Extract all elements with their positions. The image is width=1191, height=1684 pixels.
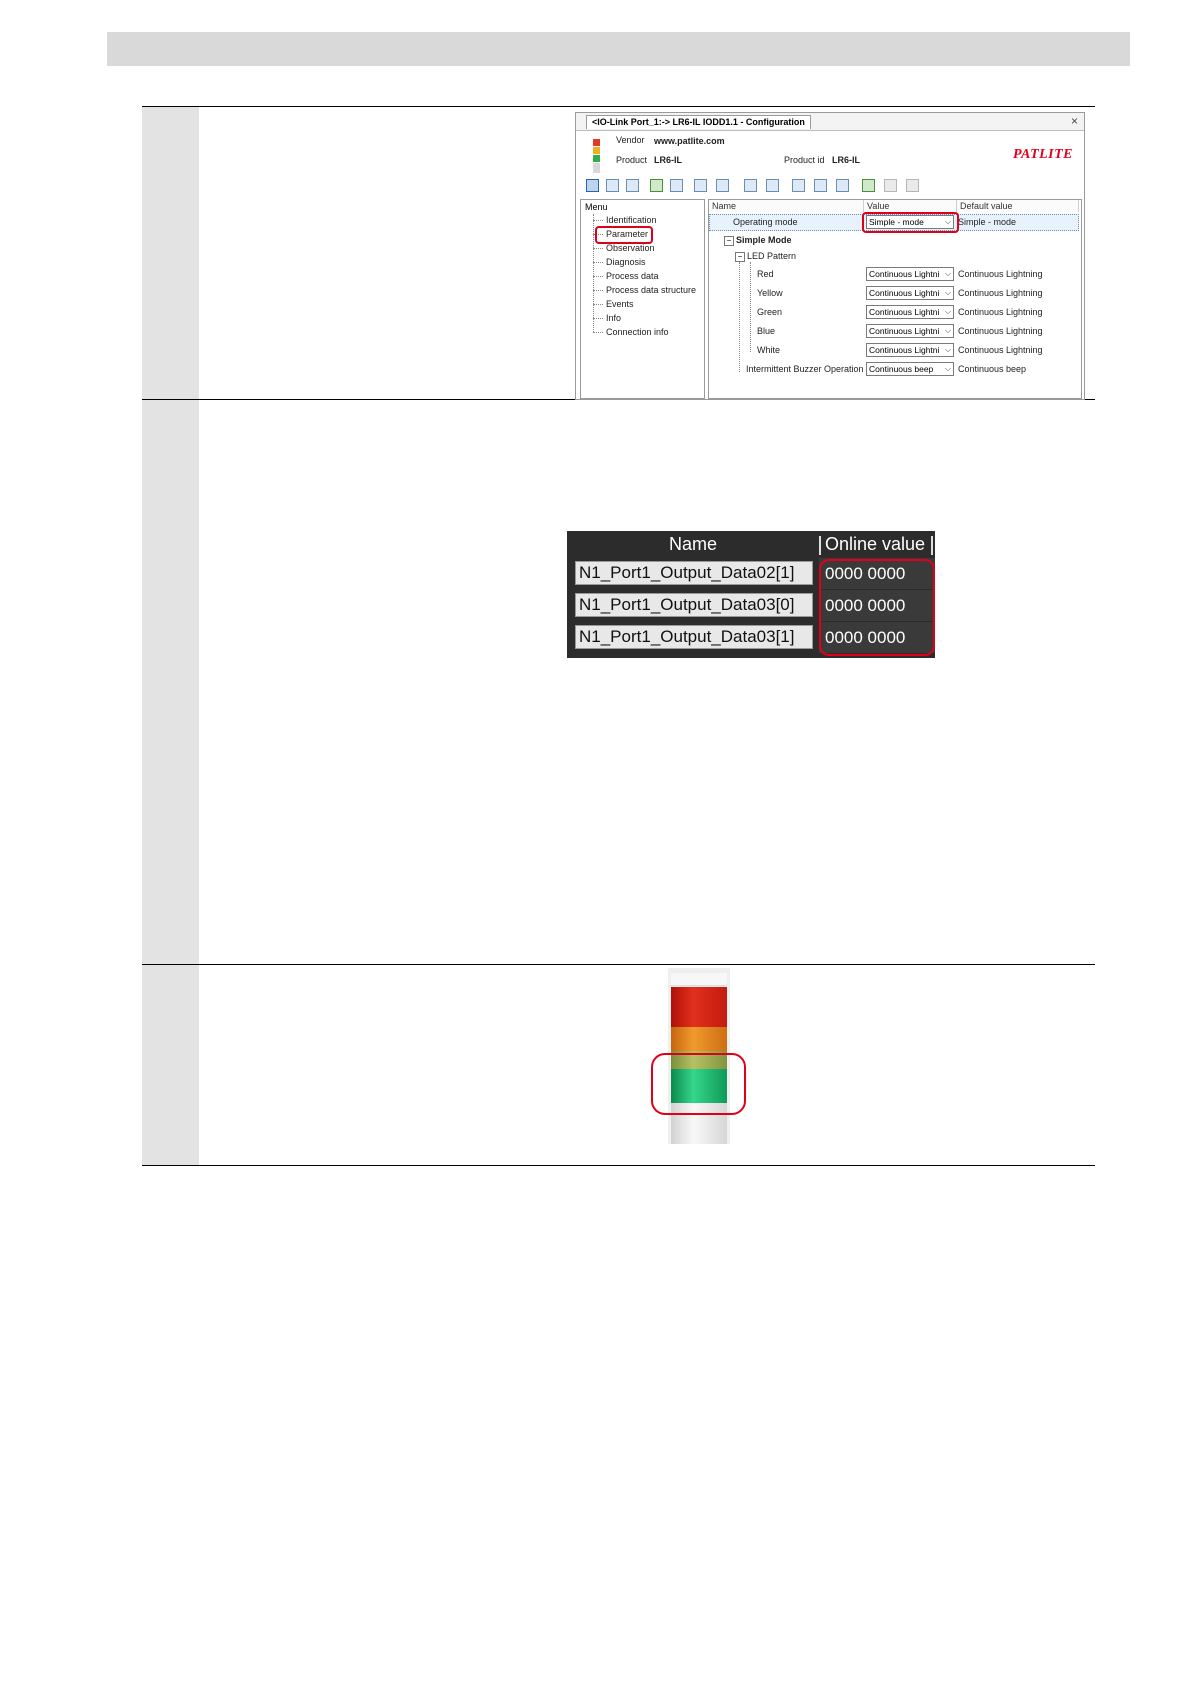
led-yellow-default: Continuous Lightning [958, 288, 1043, 298]
step-cell-2 [142, 400, 199, 964]
variable-name[interactable]: N1_Port1_Output_Data03[0] [575, 593, 813, 617]
buzzer-default: Continuous beep [958, 364, 1027, 374]
report-icon[interactable] [836, 179, 849, 192]
write-icon[interactable] [670, 179, 683, 192]
column-header-value[interactable]: Value [864, 200, 957, 212]
configuration-tab[interactable]: <IO-Link Port_1:-> LR6-IL IODD1.1 - Configuration [586, 115, 811, 129]
operating-mode-highlight [862, 212, 959, 233]
led-red-default: Continuous Lightning [958, 269, 1043, 279]
menu-connector [593, 220, 603, 221]
layout-split-icon[interactable] [606, 179, 619, 192]
iolink-configuration-window [575, 112, 1085, 400]
buzzer-select[interactable] [866, 362, 954, 376]
chevron-down-icon: ⌵ [944, 364, 951, 373]
tower-red-tier [671, 987, 727, 1027]
menu-item-info[interactable]: Info [606, 313, 622, 323]
chevron-down-icon: ⌵ [944, 345, 951, 354]
collapse-icon[interactable]: − [735, 252, 745, 262]
column-separator [819, 536, 821, 555]
select-value: Continuous Lightni [869, 326, 940, 336]
import-icon[interactable] [744, 179, 757, 192]
led-row-green-name: Green [757, 307, 783, 317]
upload-icon[interactable] [694, 179, 707, 192]
select-value: Continuous beep [869, 364, 934, 374]
led-blue-default: Continuous Lightning [958, 326, 1043, 336]
window-titlebar [576, 113, 1084, 131]
chevron-down-icon: ⌵ [944, 326, 951, 335]
product-label: Product [616, 155, 648, 165]
tower-orange-tier [671, 1027, 727, 1051]
menu-item-events[interactable]: Events [606, 299, 634, 309]
led-row-blue-name: Blue [757, 326, 776, 336]
export-icon[interactable] [766, 179, 779, 192]
chevron-down-icon: ⌵ [944, 217, 951, 226]
select-value: Continuous Lightni [869, 307, 940, 317]
led-yellow-select[interactable] [866, 286, 954, 300]
delete-icon [884, 179, 897, 192]
table-bottom-border [142, 1165, 1095, 1166]
menu-connector [593, 248, 603, 249]
column-header-name: Name [668, 534, 717, 554]
tree-line [739, 262, 740, 372]
led-green-default: Continuous Lightning [958, 307, 1043, 317]
chevron-down-icon: ⌵ [944, 307, 951, 316]
parameter-grid [708, 199, 1082, 399]
group-simple-mode: Simple Mode [736, 235, 792, 245]
menu-tree-line [593, 214, 594, 332]
column-separator [931, 536, 933, 555]
layout-panel-icon[interactable] [626, 179, 639, 192]
green-tier-highlight [651, 1053, 746, 1115]
chevron-down-icon: ⌵ [944, 288, 951, 297]
variable-name[interactable]: N1_Port1_Output_Data03[1] [575, 625, 813, 649]
menu-panel [580, 199, 705, 399]
select-value: Simple - mode [869, 217, 924, 227]
column-header-online-value: Online value [825, 534, 926, 554]
column-header-name[interactable]: Name [709, 200, 864, 212]
buzzer-name: Intermittent Buzzer Operation [746, 364, 864, 374]
toolbar [584, 177, 1079, 195]
group-led-pattern: LED Pattern [747, 251, 797, 261]
online-value[interactable]: 0000 0000 [825, 596, 906, 615]
patlite-logo: PATLITE [1013, 147, 1074, 162]
restore-icon[interactable] [814, 179, 827, 192]
chevron-down-icon: ⌵ [944, 269, 951, 278]
collapse-icon[interactable]: − [724, 236, 734, 246]
led-white-select[interactable] [866, 343, 954, 357]
menu-connector [593, 304, 603, 305]
lock-icon [906, 179, 919, 192]
select-value: Continuous Lightni [869, 288, 940, 298]
signal-tower-icon [593, 139, 600, 173]
menu-connector [593, 332, 603, 333]
table-top-border [142, 106, 1095, 107]
select-value: Continuous Lightni [869, 345, 940, 355]
menu-connector [593, 276, 603, 277]
param-name-operating-mode: Operating mode [733, 217, 798, 227]
variable-name[interactable]: N1_Port1_Output_Data02[1] [575, 561, 813, 585]
led-white-default: Continuous Lightning [958, 345, 1043, 355]
section-header-band [107, 32, 1130, 66]
menu-item-observation[interactable]: Observation [606, 243, 655, 253]
menu-item-connection-info[interactable]: Connection info [606, 327, 669, 337]
download-icon[interactable] [716, 179, 729, 192]
step-cell-1 [142, 107, 199, 399]
led-row-yellow-name: Yellow [757, 288, 783, 298]
online-value[interactable]: 0000 0000 [825, 564, 906, 583]
menu-item-parameter[interactable]: Parameter [606, 229, 649, 239]
product-id-label: Product id [784, 155, 825, 165]
read-icon[interactable] [650, 179, 663, 192]
led-blue-select[interactable] [866, 324, 954, 338]
menu-item-process-data-structure[interactable]: Process data structure [606, 285, 697, 295]
online-value[interactable]: 0000 0000 [825, 628, 906, 647]
menu-title: Menu [585, 202, 608, 212]
menu-item-process-data[interactable]: Process data [606, 271, 659, 281]
default-operating-mode: Simple - mode [958, 217, 1017, 227]
menu-connector [593, 290, 603, 291]
compare-icon[interactable] [792, 179, 805, 192]
parameter-highlight [595, 226, 653, 244]
led-green-select[interactable] [866, 305, 954, 319]
close-icon[interactable]: × [1070, 114, 1078, 128]
refresh-icon[interactable] [862, 179, 875, 192]
column-header-default[interactable]: Default value [957, 200, 1079, 212]
menu-connector [593, 262, 603, 263]
online-value-highlight [819, 559, 935, 656]
layout-view-icon[interactable] [586, 179, 599, 192]
product-id-value: LR6-IL [832, 155, 860, 165]
menu-item-identification[interactable]: Identification [606, 215, 657, 225]
vendor-label: Vendor [616, 135, 645, 145]
tower-cap [671, 973, 727, 986]
tree-line [750, 262, 751, 352]
table-row-divider [142, 964, 1095, 965]
step-cell-3 [142, 965, 199, 1165]
menu-item-diagnosis[interactable]: Diagnosis [606, 257, 646, 267]
led-row-white-name: White [757, 345, 781, 355]
select-value: Continuous Lightni [869, 269, 940, 279]
menu-connector [593, 318, 603, 319]
online-value-table [567, 531, 935, 658]
led-row-red-name: Red [757, 269, 774, 279]
vendor-value: www.patlite.com [654, 136, 725, 146]
led-red-select[interactable] [866, 267, 954, 281]
product-value: LR6-IL [654, 155, 682, 165]
